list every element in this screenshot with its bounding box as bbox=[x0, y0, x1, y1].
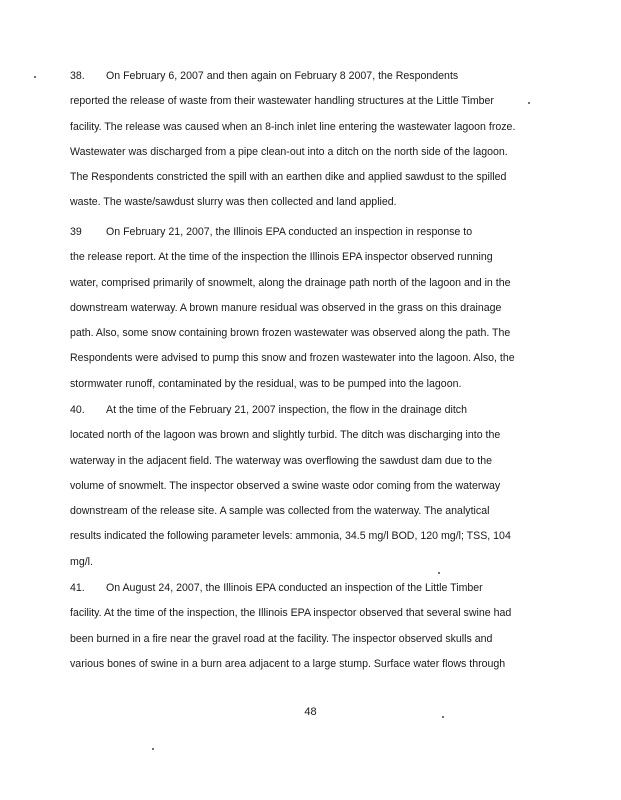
paragraph-line: reported the release of waste from their wastewater handling structures at the Little Timber bbox=[70, 95, 494, 108]
paragraph-line: Respondents were advised to pump this snow and frozen wastewater into the lagoon. Also, the bbox=[70, 352, 515, 365]
paragraph-line: facility. The release was caused when an 8-inch inlet line entering the wastewater lagoon froze. bbox=[70, 120, 516, 133]
paragraph-first-line bbox=[70, 220, 562, 245]
paragraph-40 bbox=[70, 398, 562, 575]
paragraph-number: 40. bbox=[70, 404, 85, 416]
paragraph-line: stormwater runoff, contaminated by the residual, was to be pumped into the lagoon. bbox=[70, 377, 462, 390]
paragraph-39 bbox=[70, 220, 562, 397]
paragraph-line: path. Also, some snow containing brown frozen wastewater was observed along the path. The bbox=[70, 327, 511, 340]
paragraph-line: downstream of the release site. A sample was collected from the waterway. The analytical bbox=[70, 505, 490, 518]
paragraph-first-line bbox=[70, 576, 562, 601]
scan-speck bbox=[152, 748, 154, 750]
paragraph-line: results indicated the following parameter levels: ammonia, 34.5 mg/l BOD, 120 mg/l; TSS, 104 bbox=[70, 530, 511, 543]
paragraph-38 bbox=[70, 64, 562, 216]
paragraph-first-line bbox=[70, 398, 562, 423]
paragraph-line: At the time of the February 21, 2007 inspection, the flow in the drainage ditch bbox=[106, 404, 467, 416]
paragraph-line: waste. The waste/sawdust slurry was then collected and land applied. bbox=[70, 196, 397, 209]
paragraph-41 bbox=[70, 576, 562, 677]
paragraph-line: downstream waterway. A brown manure residual was observed in the grass on this drainage bbox=[70, 301, 502, 314]
paragraph-line: volume of snowmelt. The inspector observed a swine waste odor coming from the waterway bbox=[70, 479, 501, 492]
paragraph-number: 41. bbox=[70, 582, 85, 594]
scan-speck bbox=[34, 76, 36, 78]
paragraph-line: water, comprised primarily of snowmelt, along the drainage path north of the lagoon and in the bbox=[70, 276, 511, 289]
scan-speck bbox=[528, 102, 530, 104]
paragraph-line: facility. At the time of the inspection, the Illinois EPA inspector observed that several swine had bbox=[70, 607, 512, 620]
page-number: 48 bbox=[304, 706, 317, 718]
paragraph-line: various bones of swine in a burn area adjacent to a large stump. Surface water flows through bbox=[70, 657, 506, 670]
paragraph-line: located north of the lagoon was brown and slightly turbid. The ditch was discharging into the bbox=[70, 429, 501, 442]
paragraph-line: Wastewater was discharged from a pipe clean-out into a ditch on the north side of the lagoon. bbox=[70, 145, 508, 158]
paragraph-number: 39 bbox=[70, 226, 82, 238]
paragraph-line: waterway in the adjacent field. The waterway was overflowing the sawdust dam due to the bbox=[70, 454, 493, 467]
paragraph-line: On August 24, 2007, the Illinois EPA conducted an inspection of the Little Timber bbox=[106, 582, 483, 594]
paragraph-line: mg/l. bbox=[70, 555, 93, 568]
paragraph-number: 38. bbox=[70, 70, 85, 82]
scan-speck bbox=[438, 572, 440, 574]
paragraph-line: On February 6, 2007 and then again on February 8 2007, the Respondents bbox=[106, 70, 459, 82]
paragraph-line: been burned in a fire near the gravel road at the facility. The inspector observed skulls and bbox=[70, 632, 493, 645]
paragraph-line: On February 21, 2007, the Illinois EPA conducted an inspection in response to bbox=[106, 226, 473, 238]
paragraph-first-line bbox=[70, 64, 562, 89]
scan-speck bbox=[442, 716, 444, 718]
paragraph-line: The Respondents constricted the spill with an earthen dike and applied sawdust to the spilled bbox=[70, 171, 507, 184]
paragraph-line: the release report. At the time of the inspection the Illinois EPA inspector observed running bbox=[70, 251, 493, 264]
